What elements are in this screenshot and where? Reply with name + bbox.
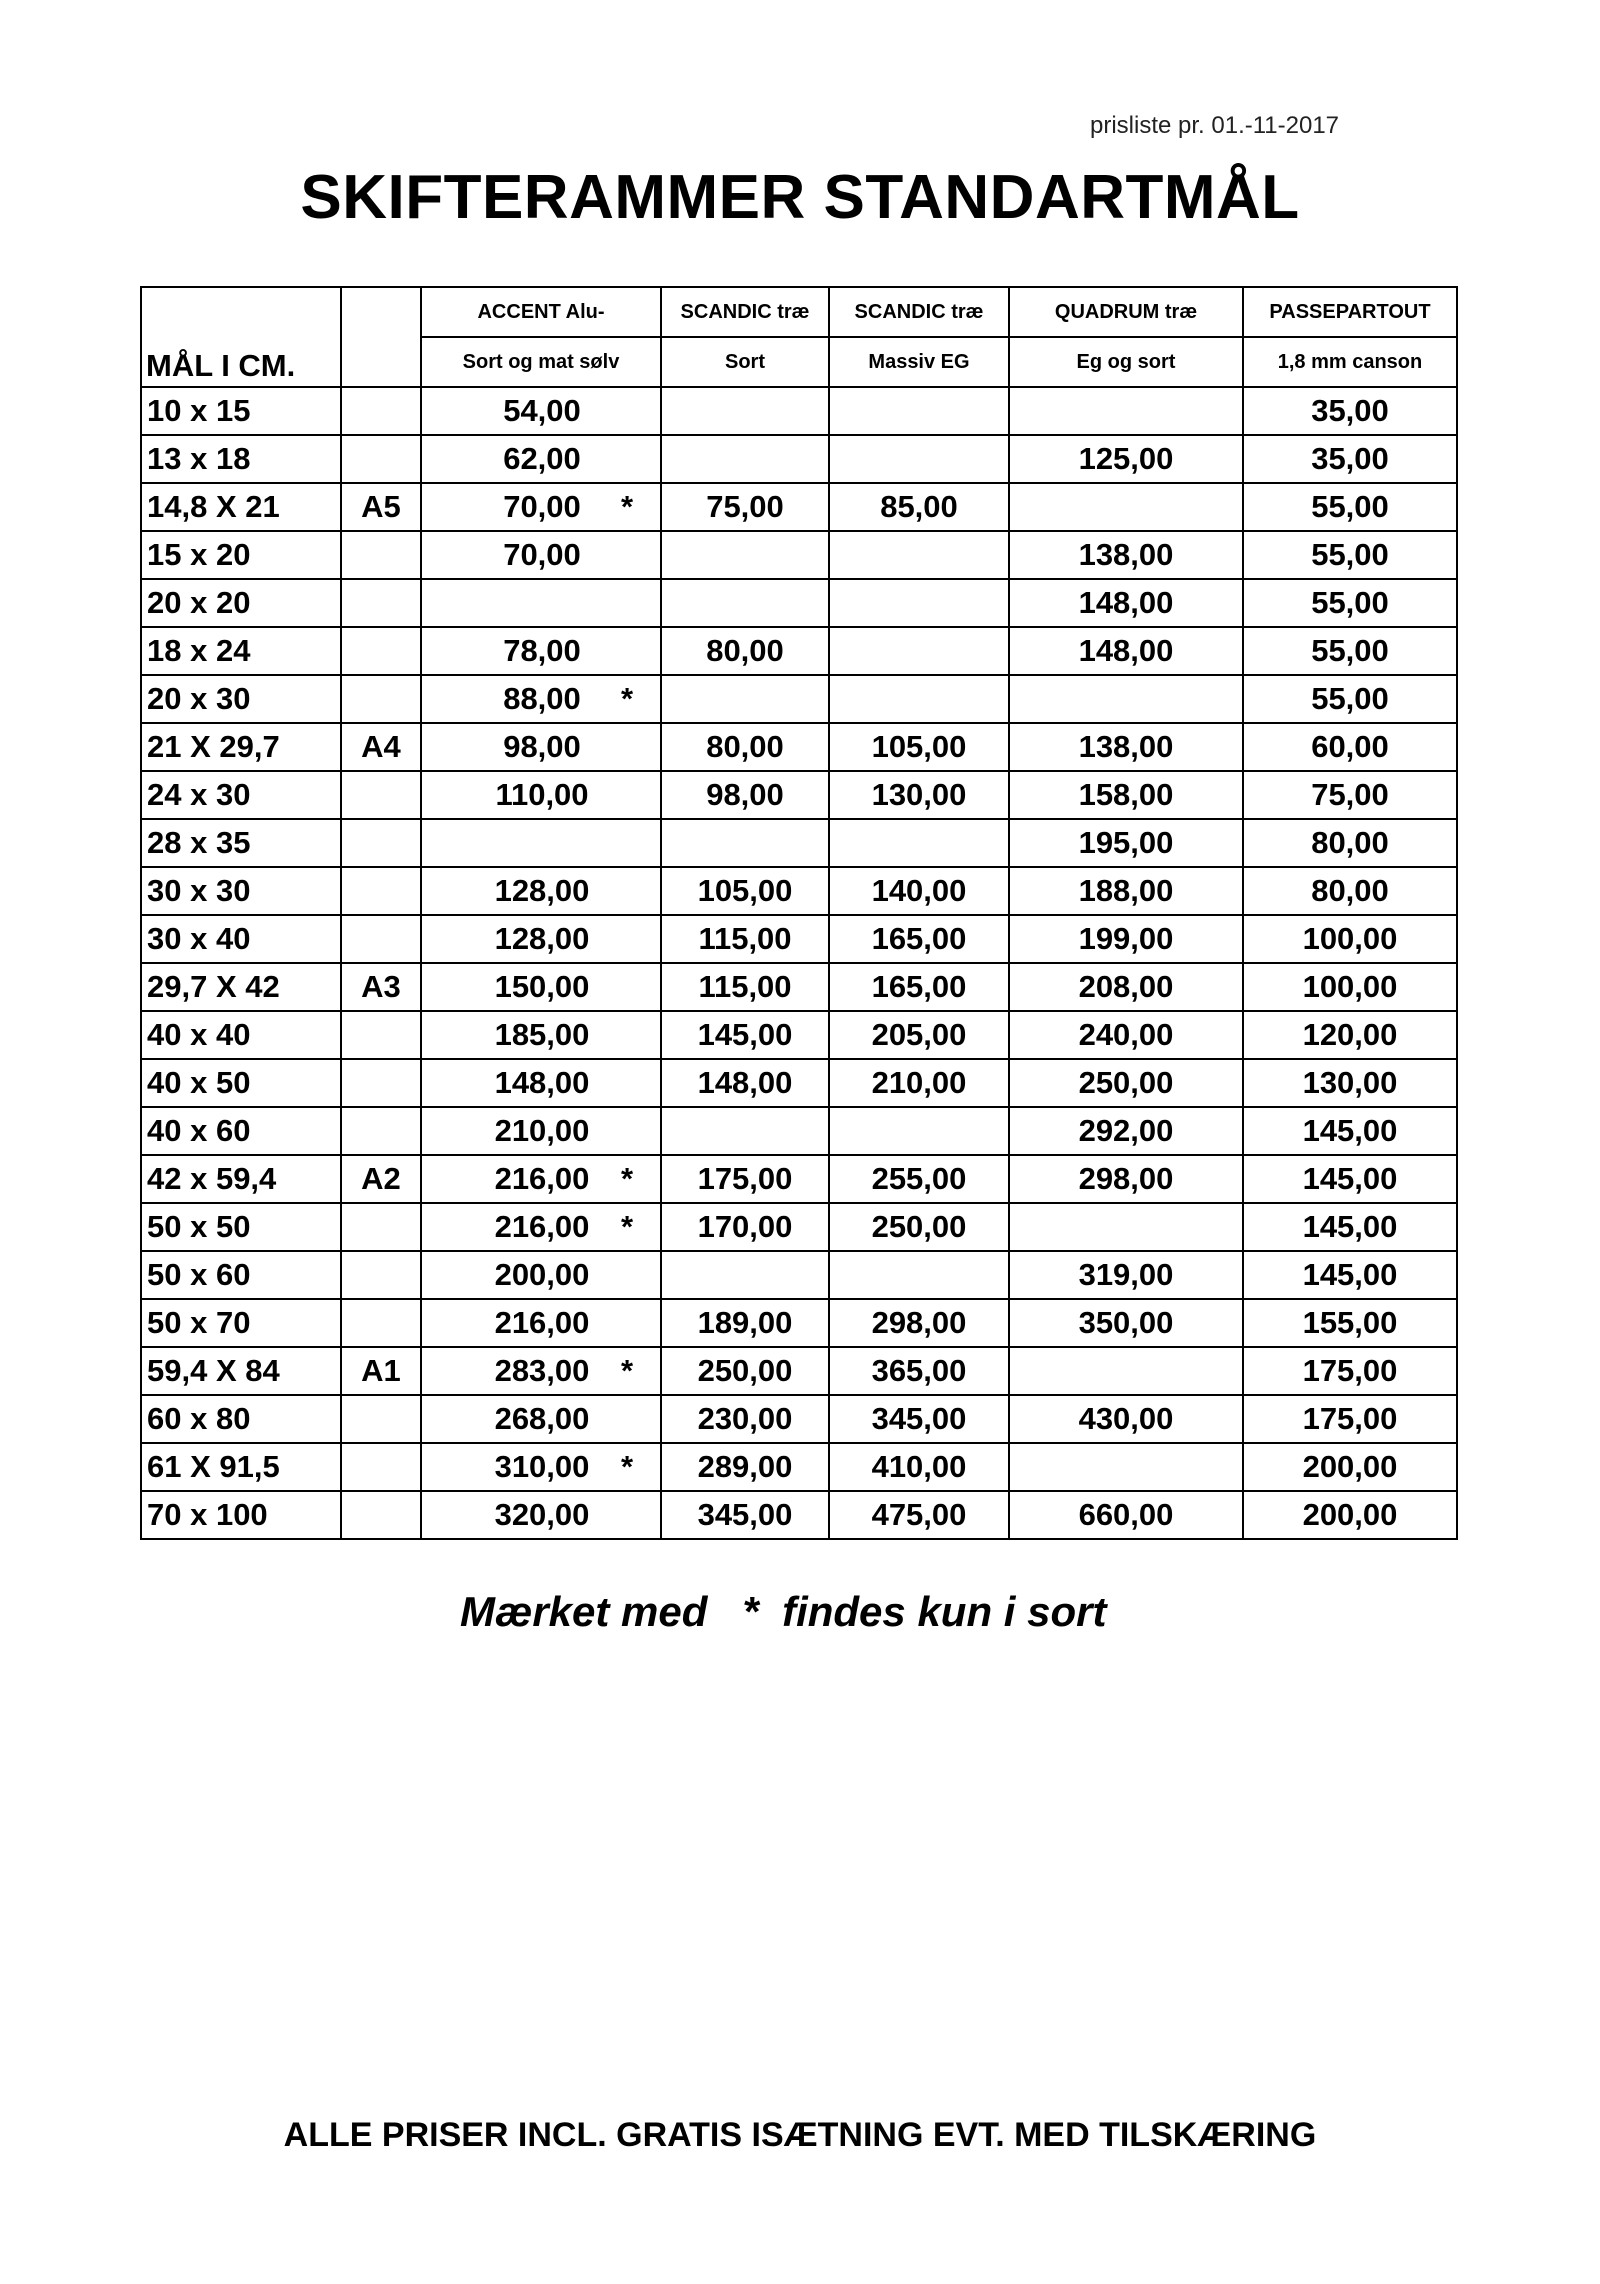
- passepartout-price-cell: 80,00: [1243, 867, 1457, 915]
- accent-price-cell: [421, 819, 661, 867]
- black-only-note: Mærket med * findes kun i sort: [460, 1588, 1107, 1635]
- table-row: [141, 1203, 1457, 1251]
- dimension-cell: 13 x 18: [141, 435, 341, 483]
- scandic-eg-price-cell: 250,00: [829, 1203, 1009, 1251]
- passepartout-price-cell: 55,00: [1243, 483, 1457, 531]
- price-table: [140, 286, 1458, 1540]
- quadrum-price-cell: 138,00: [1009, 723, 1243, 771]
- column-subheader-accent: Sort og mat sølv: [421, 337, 661, 387]
- format-header: [341, 287, 421, 387]
- passepartout-price-cell: 175,00: [1243, 1395, 1457, 1443]
- table-row: [141, 627, 1457, 675]
- quadrum-price-cell: 350,00: [1009, 1299, 1243, 1347]
- accent-price-cell: [421, 1059, 661, 1107]
- quadrum-price-cell: 319,00: [1009, 1251, 1243, 1299]
- scandic-sort-price-cell: [661, 531, 829, 579]
- table-row: [141, 1251, 1457, 1299]
- quadrum-price-cell: 195,00: [1009, 819, 1243, 867]
- dimension-cell: 21 X 29,7: [141, 723, 341, 771]
- format-cell: A3: [341, 963, 421, 1011]
- scandic-sort-price-cell: 148,00: [661, 1059, 829, 1107]
- format-cell: [341, 1011, 421, 1059]
- passepartout-price-cell: 200,00: [1243, 1443, 1457, 1491]
- dimension-cell: 30 x 30: [141, 867, 341, 915]
- table-row: [141, 771, 1457, 819]
- scandic-sort-price-cell: [661, 579, 829, 627]
- table-row: [141, 723, 1457, 771]
- scandic-eg-price-cell: 165,00: [829, 963, 1009, 1011]
- black-only-marker: *: [620, 489, 634, 524]
- scandic-sort-price-cell: 289,00: [661, 1443, 829, 1491]
- format-cell: [341, 867, 421, 915]
- accent-price-value: 148,00: [494, 1065, 590, 1100]
- dimension-cell: 60 x 80: [141, 1395, 341, 1443]
- passepartout-price-cell: 100,00: [1243, 915, 1457, 963]
- scandic-sort-price-cell: 98,00: [661, 771, 829, 819]
- format-cell: A2: [341, 1155, 421, 1203]
- format-cell: [341, 1395, 421, 1443]
- format-cell: [341, 915, 421, 963]
- table-row: [141, 1491, 1457, 1539]
- quadrum-price-cell: 298,00: [1009, 1155, 1243, 1203]
- scandic-eg-price-cell: [829, 579, 1009, 627]
- column-subheader-scandic-eg: Massiv EG: [829, 337, 1009, 387]
- accent-price-value: 268,00: [494, 1401, 590, 1436]
- accent-price-value: 54,00: [503, 393, 581, 428]
- scandic-sort-price-cell: 189,00: [661, 1299, 829, 1347]
- scandic-eg-price-cell: [829, 531, 1009, 579]
- column-subheader-scandic-sort: Sort: [661, 337, 829, 387]
- dimension-cell: 61 X 91,5: [141, 1443, 341, 1491]
- quadrum-price-cell: 240,00: [1009, 1011, 1243, 1059]
- accent-price-cell: [421, 723, 661, 771]
- format-cell: [341, 531, 421, 579]
- passepartout-price-cell: 100,00: [1243, 963, 1457, 1011]
- quadrum-price-cell: 188,00: [1009, 867, 1243, 915]
- scandic-eg-price-cell: 410,00: [829, 1443, 1009, 1491]
- scandic-sort-price-cell: 80,00: [661, 627, 829, 675]
- table-row: [141, 435, 1457, 483]
- dimension-cell: 10 x 15: [141, 387, 341, 435]
- quadrum-price-cell: 660,00: [1009, 1491, 1243, 1539]
- footer-note: ALLE PRISER INCL. GRATIS ISÆTNING EVT. MED TILSKÆRING: [283, 2116, 1317, 2154]
- scandic-eg-price-cell: 130,00: [829, 771, 1009, 819]
- accent-price-cell: [421, 915, 661, 963]
- passepartout-price-cell: 145,00: [1243, 1251, 1457, 1299]
- scandic-sort-price-cell: 105,00: [661, 867, 829, 915]
- accent-price-value: 216,00: [494, 1209, 590, 1244]
- accent-price-value: 210,00: [494, 1113, 590, 1148]
- black-only-marker: *: [620, 681, 634, 716]
- dimension-header: MÅL I CM.: [141, 287, 341, 387]
- scandic-sort-price-cell: 115,00: [661, 963, 829, 1011]
- quadrum-price-cell: 148,00: [1009, 579, 1243, 627]
- accent-price-cell: [421, 627, 661, 675]
- format-cell: [341, 675, 421, 723]
- column-subheader-quadrum: Eg og sort: [1009, 337, 1243, 387]
- accent-price-cell: [421, 1011, 661, 1059]
- column-subheader-passepartout: 1,8 mm canson: [1243, 337, 1457, 387]
- table-row: [141, 963, 1457, 1011]
- table-row: [141, 675, 1457, 723]
- scandic-eg-price-cell: 165,00: [829, 915, 1009, 963]
- table-row: [141, 531, 1457, 579]
- scandic-sort-price-cell: [661, 819, 829, 867]
- quadrum-price-cell: 138,00: [1009, 531, 1243, 579]
- scandic-eg-price-cell: 345,00: [829, 1395, 1009, 1443]
- dimension-cell: 50 x 70: [141, 1299, 341, 1347]
- black-only-marker: *: [620, 1449, 634, 1484]
- passepartout-price-cell: 75,00: [1243, 771, 1457, 819]
- dimension-cell: 50 x 60: [141, 1251, 341, 1299]
- format-cell: [341, 1203, 421, 1251]
- price-list-date: prisliste pr. 01.-11-2017: [1090, 112, 1340, 139]
- scandic-sort-price-cell: [661, 675, 829, 723]
- scandic-eg-price-cell: [829, 627, 1009, 675]
- dimension-cell: 14,8 X 21: [141, 483, 341, 531]
- scandic-eg-price-cell: 140,00: [829, 867, 1009, 915]
- scandic-eg-price-cell: 85,00: [829, 483, 1009, 531]
- accent-price-cell: [421, 1299, 661, 1347]
- dimension-cell: 20 x 20: [141, 579, 341, 627]
- table-row: [141, 579, 1457, 627]
- format-cell: [341, 627, 421, 675]
- format-cell: [341, 1491, 421, 1539]
- dimension-cell: 15 x 20: [141, 531, 341, 579]
- quadrum-price-cell: 208,00: [1009, 963, 1243, 1011]
- table-row: [141, 1347, 1457, 1395]
- scandic-sort-price-cell: 80,00: [661, 723, 829, 771]
- table-row: [141, 915, 1457, 963]
- column-header-passepartout: PASSEPARTOUT: [1243, 287, 1457, 337]
- passepartout-price-cell: 55,00: [1243, 627, 1457, 675]
- accent-price-cell: [421, 771, 661, 819]
- passepartout-price-cell: 55,00: [1243, 675, 1457, 723]
- accent-price-value: 70,00: [503, 537, 581, 572]
- dimension-cell: 28 x 35: [141, 819, 341, 867]
- dimension-cell: 50 x 50: [141, 1203, 341, 1251]
- passepartout-price-cell: 175,00: [1243, 1347, 1457, 1395]
- column-header-accent: ACCENT Alu-: [421, 287, 661, 337]
- table-row: [141, 819, 1457, 867]
- table-row: [141, 1395, 1457, 1443]
- accent-price-cell: [421, 1107, 661, 1155]
- passepartout-price-cell: 145,00: [1243, 1203, 1457, 1251]
- format-cell: A5: [341, 483, 421, 531]
- format-cell: [341, 1107, 421, 1155]
- accent-price-value: 200,00: [494, 1257, 590, 1292]
- dimension-cell: 40 x 40: [141, 1011, 341, 1059]
- scandic-eg-price-cell: [829, 1107, 1009, 1155]
- table-row: [141, 867, 1457, 915]
- accent-price-cell: [421, 387, 661, 435]
- accent-price-value: 320,00: [494, 1497, 590, 1532]
- scandic-sort-price-cell: [661, 1251, 829, 1299]
- dimension-cell: 18 x 24: [141, 627, 341, 675]
- quadrum-price-cell: 250,00: [1009, 1059, 1243, 1107]
- passepartout-price-cell: 35,00: [1243, 435, 1457, 483]
- quadrum-price-cell: [1009, 387, 1243, 435]
- format-cell: [341, 579, 421, 627]
- passepartout-price-cell: 55,00: [1243, 531, 1457, 579]
- quadrum-price-cell: 158,00: [1009, 771, 1243, 819]
- dimension-cell: 20 x 30: [141, 675, 341, 723]
- passepartout-price-cell: 120,00: [1243, 1011, 1457, 1059]
- accent-price-value: 185,00: [494, 1017, 590, 1052]
- accent-price-cell: [421, 1443, 661, 1491]
- dimension-cell: 40 x 50: [141, 1059, 341, 1107]
- scandic-sort-price-cell: 145,00: [661, 1011, 829, 1059]
- accent-price-cell: [421, 1395, 661, 1443]
- scandic-eg-price-cell: 365,00: [829, 1347, 1009, 1395]
- dimension-cell: 42 x 59,4: [141, 1155, 341, 1203]
- scandic-sort-price-cell: 345,00: [661, 1491, 829, 1539]
- black-only-marker: *: [620, 1209, 634, 1244]
- scandic-sort-price-cell: 75,00: [661, 483, 829, 531]
- scandic-eg-price-cell: [829, 819, 1009, 867]
- quadrum-price-cell: 148,00: [1009, 627, 1243, 675]
- accent-price-value: 88,00: [503, 681, 581, 716]
- accent-price-cell: [421, 579, 661, 627]
- passepartout-price-cell: 35,00: [1243, 387, 1457, 435]
- accent-price-cell: [421, 963, 661, 1011]
- table-row: [141, 1443, 1457, 1491]
- scandic-eg-price-cell: [829, 675, 1009, 723]
- format-cell: [341, 1251, 421, 1299]
- column-header-scandic-eg: SCANDIC træ: [829, 287, 1009, 337]
- quadrum-price-cell: [1009, 1443, 1243, 1491]
- scandic-sort-price-cell: 115,00: [661, 915, 829, 963]
- quadrum-price-cell: [1009, 1347, 1243, 1395]
- quadrum-price-cell: 199,00: [1009, 915, 1243, 963]
- passepartout-price-cell: 130,00: [1243, 1059, 1457, 1107]
- accent-price-cell: [421, 867, 661, 915]
- accent-price-cell: [421, 1203, 661, 1251]
- quadrum-price-cell: [1009, 675, 1243, 723]
- scandic-sort-price-cell: 175,00: [661, 1155, 829, 1203]
- passepartout-price-cell: 145,00: [1243, 1155, 1457, 1203]
- scandic-eg-price-cell: 205,00: [829, 1011, 1009, 1059]
- accent-price-value: 216,00: [494, 1161, 590, 1196]
- black-only-marker: *: [620, 1161, 634, 1196]
- accent-price-value: 128,00: [494, 873, 590, 908]
- accent-price-cell: [421, 483, 661, 531]
- dimension-cell: 30 x 40: [141, 915, 341, 963]
- table-row: [141, 483, 1457, 531]
- scandic-sort-price-cell: 250,00: [661, 1347, 829, 1395]
- black-only-marker: *: [620, 1353, 634, 1388]
- format-cell: A1: [341, 1347, 421, 1395]
- accent-price-value: 78,00: [503, 633, 581, 668]
- quadrum-price-cell: [1009, 483, 1243, 531]
- passepartout-price-cell: 145,00: [1243, 1107, 1457, 1155]
- quadrum-price-cell: 125,00: [1009, 435, 1243, 483]
- accent-price-value: 150,00: [494, 969, 590, 1004]
- dimension-cell: 70 x 100: [141, 1491, 341, 1539]
- table-row: [141, 1155, 1457, 1203]
- format-cell: [341, 387, 421, 435]
- header-row-top: [141, 287, 1457, 337]
- scandic-eg-price-cell: [829, 387, 1009, 435]
- accent-price-cell: [421, 531, 661, 579]
- accent-price-value: 98,00: [503, 729, 581, 764]
- passepartout-price-cell: 55,00: [1243, 579, 1457, 627]
- format-cell: A4: [341, 723, 421, 771]
- quadrum-price-cell: 292,00: [1009, 1107, 1243, 1155]
- accent-price-cell: [421, 1155, 661, 1203]
- accent-price-value: 62,00: [503, 441, 581, 476]
- table-row: [141, 1107, 1457, 1155]
- dimension-cell: 29,7 X 42: [141, 963, 341, 1011]
- format-cell: [341, 1299, 421, 1347]
- format-cell: [341, 819, 421, 867]
- accent-price-value: 70,00: [503, 489, 581, 524]
- scandic-eg-price-cell: [829, 435, 1009, 483]
- accent-price-cell: [421, 675, 661, 723]
- accent-price-cell: [421, 1251, 661, 1299]
- scandic-sort-price-cell: 170,00: [661, 1203, 829, 1251]
- table-row: [141, 1299, 1457, 1347]
- accent-price-value: 110,00: [495, 777, 589, 812]
- table-row: [141, 1011, 1457, 1059]
- page-title: SKIFTERAMMER STANDARTMÅL: [300, 163, 1300, 232]
- passepartout-price-cell: 155,00: [1243, 1299, 1457, 1347]
- passepartout-price-cell: 200,00: [1243, 1491, 1457, 1539]
- accent-price-value: 216,00: [494, 1305, 590, 1340]
- scandic-eg-price-cell: 475,00: [829, 1491, 1009, 1539]
- accent-price-cell: [421, 1347, 661, 1395]
- scandic-eg-price-cell: [829, 1251, 1009, 1299]
- accent-price-cell: [421, 435, 661, 483]
- scandic-eg-price-cell: 255,00: [829, 1155, 1009, 1203]
- dimension-cell: 40 x 60: [141, 1107, 341, 1155]
- accent-price-value: 310,00: [494, 1449, 590, 1484]
- table-row: [141, 387, 1457, 435]
- quadrum-price-cell: [1009, 1203, 1243, 1251]
- column-header-scandic-sort: SCANDIC træ: [661, 287, 829, 337]
- passepartout-price-cell: 60,00: [1243, 723, 1457, 771]
- format-cell: [341, 771, 421, 819]
- scandic-eg-price-cell: 298,00: [829, 1299, 1009, 1347]
- quadrum-price-cell: 430,00: [1009, 1395, 1243, 1443]
- table-row: [141, 1059, 1457, 1107]
- scandic-sort-price-cell: 230,00: [661, 1395, 829, 1443]
- format-cell: [341, 1059, 421, 1107]
- accent-price-value: 283,00: [494, 1353, 590, 1388]
- scandic-eg-price-cell: 105,00: [829, 723, 1009, 771]
- scandic-sort-price-cell: [661, 435, 829, 483]
- accent-price-cell: [421, 1491, 661, 1539]
- dimension-cell: 24 x 30: [141, 771, 341, 819]
- format-cell: [341, 435, 421, 483]
- passepartout-price-cell: 80,00: [1243, 819, 1457, 867]
- accent-price-value: 128,00: [494, 921, 590, 956]
- scandic-sort-price-cell: [661, 1107, 829, 1155]
- scandic-sort-price-cell: [661, 387, 829, 435]
- dimension-cell: 59,4 X 84: [141, 1347, 341, 1395]
- scandic-eg-price-cell: 210,00: [829, 1059, 1009, 1107]
- column-header-quadrum: QUADRUM træ: [1009, 287, 1243, 337]
- format-cell: [341, 1443, 421, 1491]
